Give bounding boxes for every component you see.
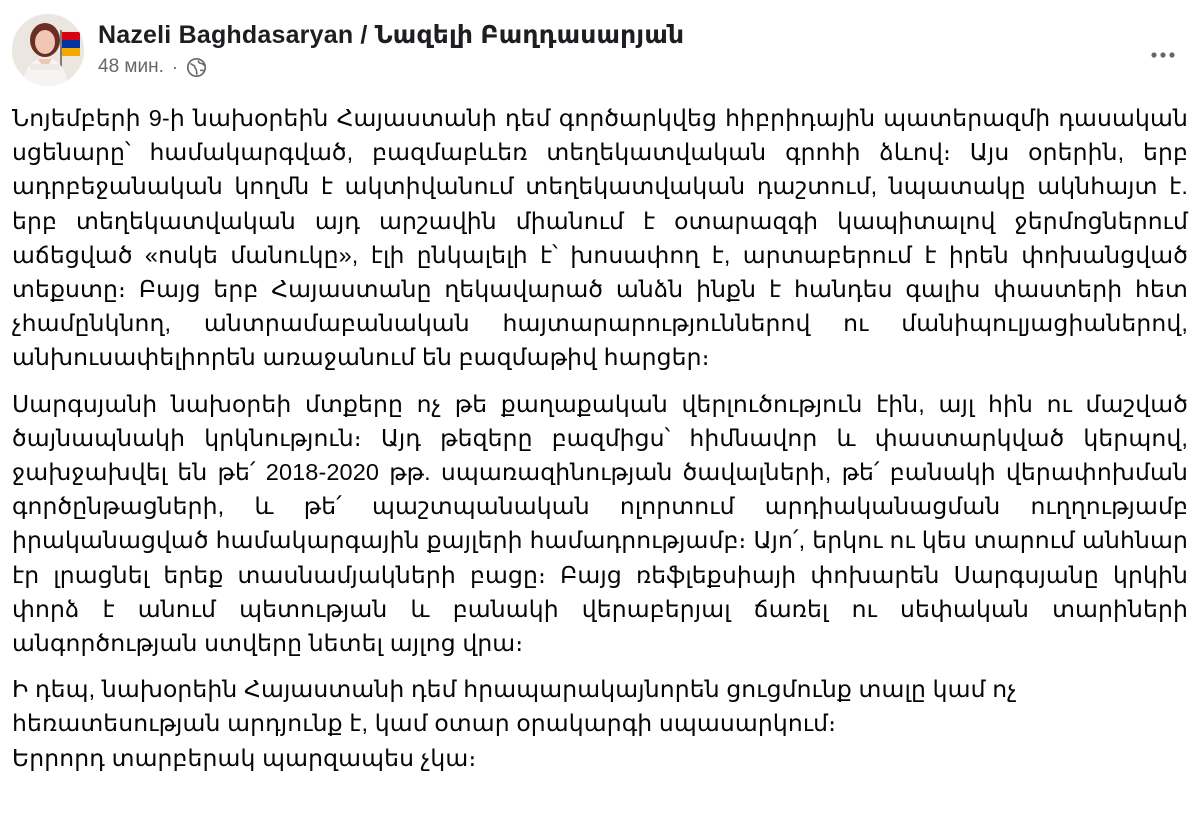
meta-separator: · (171, 56, 178, 77)
avatar[interactable] (12, 14, 84, 86)
profile-photo (12, 14, 84, 86)
globe-icon[interactable] (186, 57, 207, 78)
post-header (12, 14, 1188, 90)
post-paragraph: Ի դեպ, նախօրեին Հայաստանի դեմ հրապարակայնորեն ցուցմունք տալը կամ ոչ հեռատեսության արդյունք է, կամ օտար օրակարգի սպասարկում։ (12, 676, 1017, 737)
post-paragraph: Նոյեմբերի 9-ի նախօրեին Հայաստանի դեմ գործարկվեց հիբրիդային պատերազմի դասական սցենարը՝ համակարգված, բազմաբևեռ տեղեկատվական գրոհի ձևով։ Այս օրերին, երբ ադրբեջանական կողմն է ակտիվանում տեղեկատվական դաշտում, նպատակը ակնհայտ է. երբ տեղեկատվական այդ արշավին միանում է օտարազգի կապիտալով ջերմոցներում աճեցված «ոսկե մանուկը», էլի ընկալելի է՝ խոսափող է, արտաբերում է իրեն փոխանցված տեքստը։ Բայց երբ Հայաստանը ղեկավարած անձն ինքն է հանդես գալիս փաստերի հետ չհամընկնող, անտրամաբանական հայտարարություններով ու մանիպուլյացիաներով, անխուսափելիորեն առաջանում են բազմաթիվ հարցեր։ (12, 105, 1188, 371)
post-paragraph: Սարգսյանի նախօրեի մտքերը ոչ թե քաղաքական վերլուծություն էին, այլ հին ու մաշված ծայնապնակի կրկնություն։ Այդ թեզերը բազմիցս՝ հիմնավոր և փաստարկված կերպով, ջախջախվել են թե՛ 2018-2020 թթ. սպառազինության ծավալների, թե՛ բանակի վերափոխման գործընթացների, և թե՛ պաշտպանական ոլորտում արդիականացման ուղղությամբ իրականացված համակարգային քայլերի համադրությամբ։ Այո՛, երկու ու կես տարում անհնար էր լրացնել երեք տասնամյակների բացը։ Բայց ռեֆլեքսիայի փոխարեն Սարգսյանը կրկին փորձ է անում պետության և բանակի վերաբերյալ ճառել ու սեփական տարիների անգործության ստվերը նետել այլոց վրա։ (12, 390, 1188, 657)
post-paragraph: Երրորդ տարբերակ պարզապես չկա։ (12, 744, 477, 771)
author-name[interactable]: Nazeli Baghdasaryan / Նազելի Բաղդասարյան (98, 21, 685, 49)
more-options-button[interactable] (1146, 38, 1180, 72)
more-options-icon (1150, 51, 1176, 59)
post-meta (98, 56, 207, 78)
post-body (12, 101, 1188, 775)
post-timestamp[interactable]: 48 мин. (98, 56, 164, 77)
